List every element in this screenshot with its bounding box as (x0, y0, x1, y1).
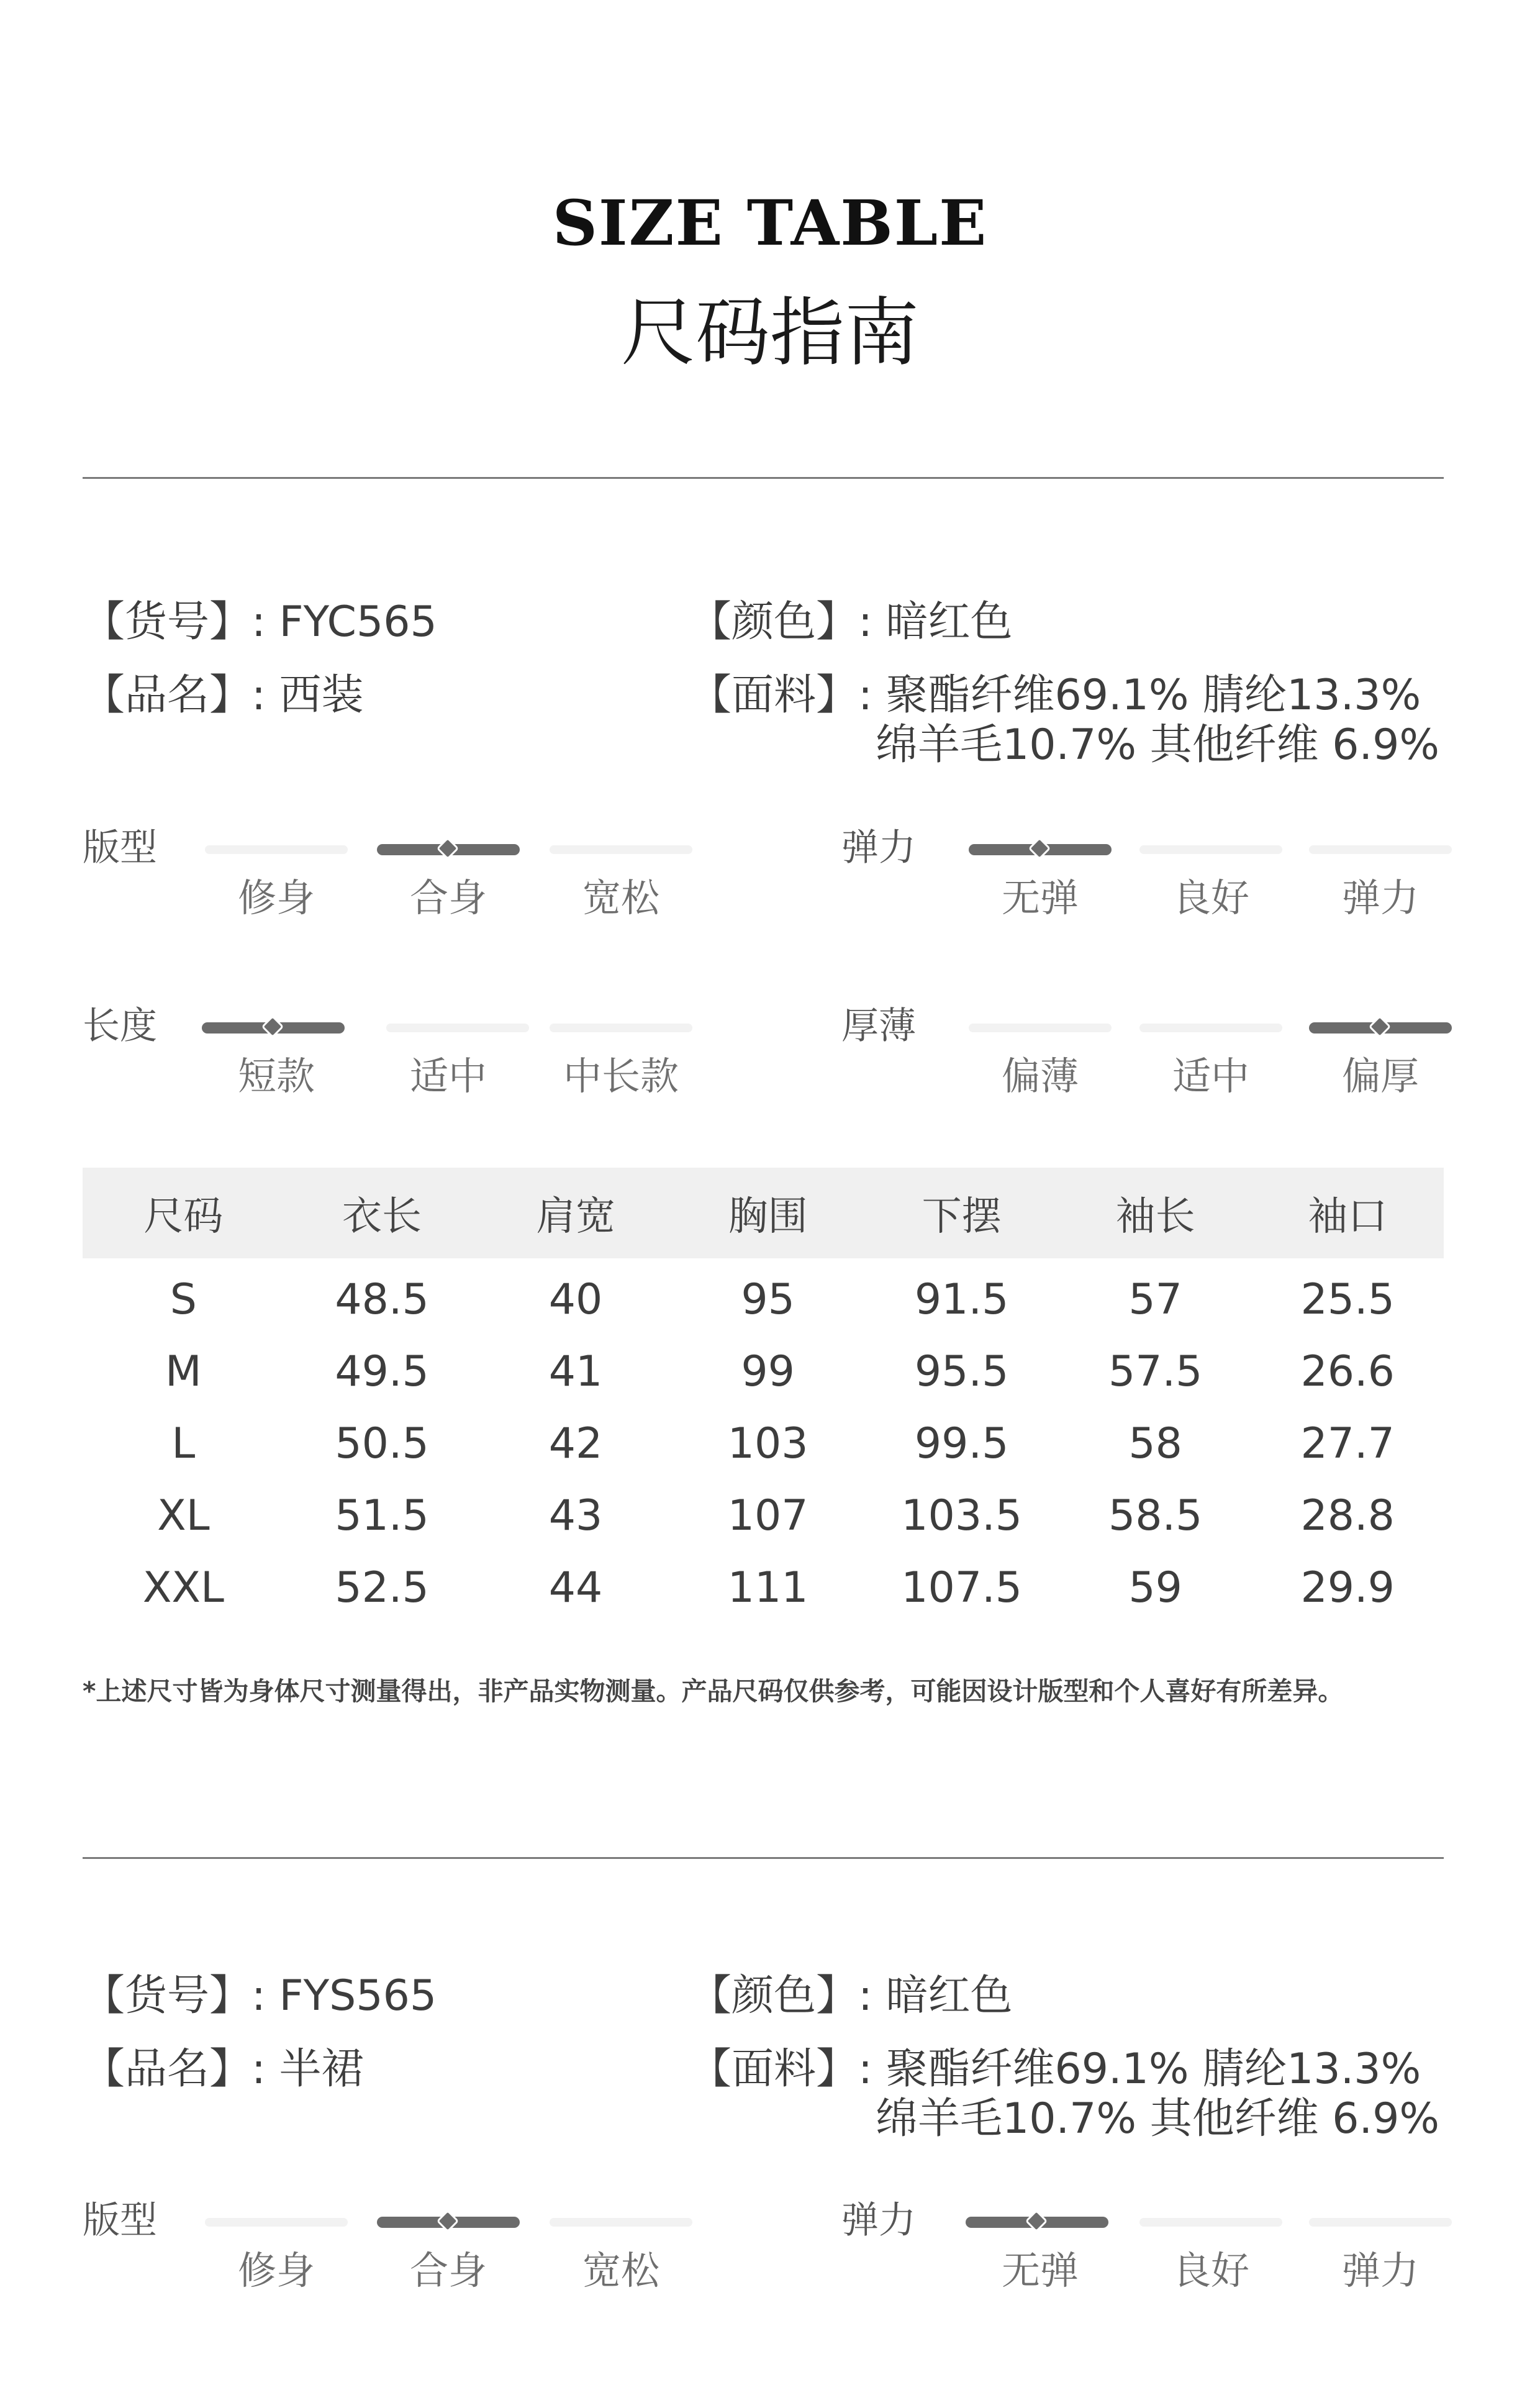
selected-marker-icon (437, 2210, 460, 2233)
cell-chest: 111 (727, 1563, 808, 1612)
cell-length: 50.5 (335, 1419, 429, 1468)
cell-size: M (165, 1347, 202, 1396)
cell-sleeve-length: 57.5 (1108, 1347, 1203, 1396)
thickness-option-2: 适中 (1172, 1053, 1249, 1099)
fit-option-3: 宽松 (582, 2248, 659, 2293)
stretch-scale-stretchy (1309, 2218, 1452, 2227)
thickness-option-3: 偏厚 (1341, 1053, 1419, 1099)
cell-shoulder: 41 (548, 1347, 603, 1396)
stretch-option-1: 无弹 (1001, 875, 1079, 920)
product1-fabric: 【面料】: 聚酯纤维69.1% 腈纶13.3% (689, 671, 1421, 720)
title-chinese: 尺码指南 (621, 290, 919, 376)
cell-size: S (170, 1274, 197, 1324)
stretch-scale-good (1139, 845, 1282, 854)
product1-fabric-line2: 绵羊毛10.7% 其他纤维 6.9% (876, 720, 1440, 770)
cell-chest: 95 (741, 1274, 795, 1324)
stretch-option-3: 弹力 (1341, 875, 1419, 920)
column-header-size: 尺码 (83, 1168, 284, 1258)
fit-scale-loose (550, 845, 692, 854)
cell-shoulder: 42 (548, 1419, 603, 1468)
cell-cuff: 29.9 (1300, 1563, 1395, 1612)
cell-cuff: 28.8 (1300, 1491, 1395, 1540)
fit-option-3: 宽松 (582, 875, 659, 920)
product2-code: 【货号】: FYS565 (83, 1971, 437, 2020)
stretch-label: 弹力 (841, 2199, 916, 2242)
fit-option-2: 合身 (409, 875, 487, 920)
stretch-scale-none-selected (966, 2217, 1108, 2228)
thickness-option-1: 偏薄 (1001, 1053, 1079, 1099)
column-header-cuff: 袖口 (1251, 1168, 1444, 1258)
product1-name: 【品名】: 西装 (83, 671, 364, 720)
stretch-scale-stretchy (1309, 845, 1452, 854)
cell-hem: 103.5 (901, 1491, 1022, 1540)
cell-size: L (171, 1419, 196, 1468)
length-scale-midlong (550, 1024, 692, 1032)
cell-chest: 107 (727, 1491, 808, 1540)
stretch-label: 弹力 (841, 826, 916, 870)
column-header-chest: 胸围 (672, 1168, 864, 1258)
length-option-2: 适中 (409, 1053, 487, 1099)
stretch-option-2: 良好 (1172, 2248, 1249, 2293)
column-header-hem: 下摆 (864, 1168, 1059, 1258)
fit-label: 版型 (83, 826, 157, 870)
title-english: SIZE TABLE (552, 186, 988, 260)
column-header-shoulder: 肩宽 (479, 1168, 672, 1258)
product2-fabric: 【面料】: 聚酯纤维69.1% 腈纶13.3% (689, 2045, 1421, 2094)
cell-cuff: 26.6 (1300, 1347, 1395, 1396)
stretch-option-1: 无弹 (1001, 2248, 1079, 2293)
cell-length: 49.5 (335, 1347, 429, 1396)
cell-size: XXL (142, 1563, 224, 1612)
fit-option-1: 修身 (237, 2248, 315, 2293)
cell-cuff: 27.7 (1300, 1419, 1395, 1468)
cell-cuff: 25.5 (1300, 1274, 1395, 1324)
fit-option-1: 修身 (237, 875, 315, 920)
product2-fabric-line2: 绵羊毛10.7% 其他纤维 6.9% (876, 2094, 1440, 2143)
cell-shoulder: 43 (548, 1491, 603, 1540)
table-row (83, 1407, 1444, 1479)
table-header-row (83, 1168, 1444, 1258)
cell-length: 48.5 (335, 1274, 429, 1324)
table-row (83, 1551, 1444, 1624)
cell-shoulder: 44 (548, 1563, 603, 1612)
fit-scale-slim (205, 2218, 348, 2227)
fit-scale-regular-selected (377, 2217, 520, 2228)
cell-hem: 95.5 (914, 1347, 1009, 1396)
product1-code: 【货号】: FYC565 (83, 597, 437, 647)
length-scale-medium (386, 1024, 529, 1032)
selected-marker-icon (261, 1015, 284, 1038)
cell-length: 51.5 (335, 1491, 429, 1540)
cell-hem: 91.5 (914, 1274, 1009, 1324)
divider-top (83, 477, 1444, 479)
length-option-1: 短款 (237, 1053, 315, 1099)
fit-scale-regular-selected (377, 844, 520, 855)
cell-sleeve-length: 58 (1128, 1419, 1182, 1468)
stretch-option-2: 良好 (1172, 875, 1249, 920)
cell-size: XL (157, 1491, 210, 1540)
thickness-scale-medium (1139, 1024, 1282, 1032)
table-row (83, 1335, 1444, 1407)
length-scale-short-selected (202, 1022, 345, 1034)
table-row (83, 1258, 1444, 1335)
fit-scale-slim (205, 845, 348, 854)
product1-color: 【颜色】: 暗红色 (689, 597, 1013, 647)
size-table-note: *上述尺寸皆为身体尺寸测量得出，非产品实物测量。产品尺码仅供参考，可能因设计版型和个人喜好有所差异。 (83, 1676, 1344, 1706)
thickness-scale-thin (969, 1024, 1112, 1032)
cell-hem: 99.5 (914, 1419, 1009, 1468)
cell-hem: 107.5 (901, 1563, 1022, 1612)
stretch-scale-good (1139, 2218, 1282, 2227)
product2-name: 【品名】: 半裙 (83, 2045, 364, 2094)
selected-marker-icon (437, 837, 460, 860)
product2-color: 【颜色】: 暗红色 (689, 1971, 1013, 2020)
selected-marker-icon (1369, 1015, 1392, 1038)
fit-option-2: 合身 (409, 2248, 487, 2293)
fit-scale-loose (550, 2218, 692, 2227)
cell-length: 52.5 (335, 1563, 429, 1612)
fit-label: 版型 (83, 2199, 157, 2242)
selected-marker-icon (1028, 837, 1051, 860)
thickness-scale-thick-selected (1309, 1022, 1452, 1034)
thickness-label: 厚薄 (841, 1004, 916, 1048)
table-row (83, 1479, 1444, 1551)
column-header-length: 衣长 (284, 1168, 480, 1258)
cell-shoulder: 40 (548, 1274, 603, 1324)
cell-sleeve-length: 57 (1128, 1274, 1182, 1324)
divider-middle (83, 1857, 1444, 1859)
length-option-3: 中长款 (563, 1053, 679, 1099)
cell-chest: 99 (741, 1347, 795, 1396)
cell-sleeve-length: 59 (1128, 1563, 1182, 1612)
cell-sleeve-length: 58.5 (1108, 1491, 1203, 1540)
cell-chest: 103 (727, 1419, 808, 1468)
column-header-sleeve-length: 袖长 (1059, 1168, 1252, 1258)
stretch-scale-none-selected (969, 844, 1112, 855)
size-table (83, 1168, 1444, 1624)
stretch-option-3: 弹力 (1341, 2248, 1419, 2293)
length-label: 长度 (83, 1004, 157, 1048)
selected-marker-icon (1025, 2210, 1048, 2233)
